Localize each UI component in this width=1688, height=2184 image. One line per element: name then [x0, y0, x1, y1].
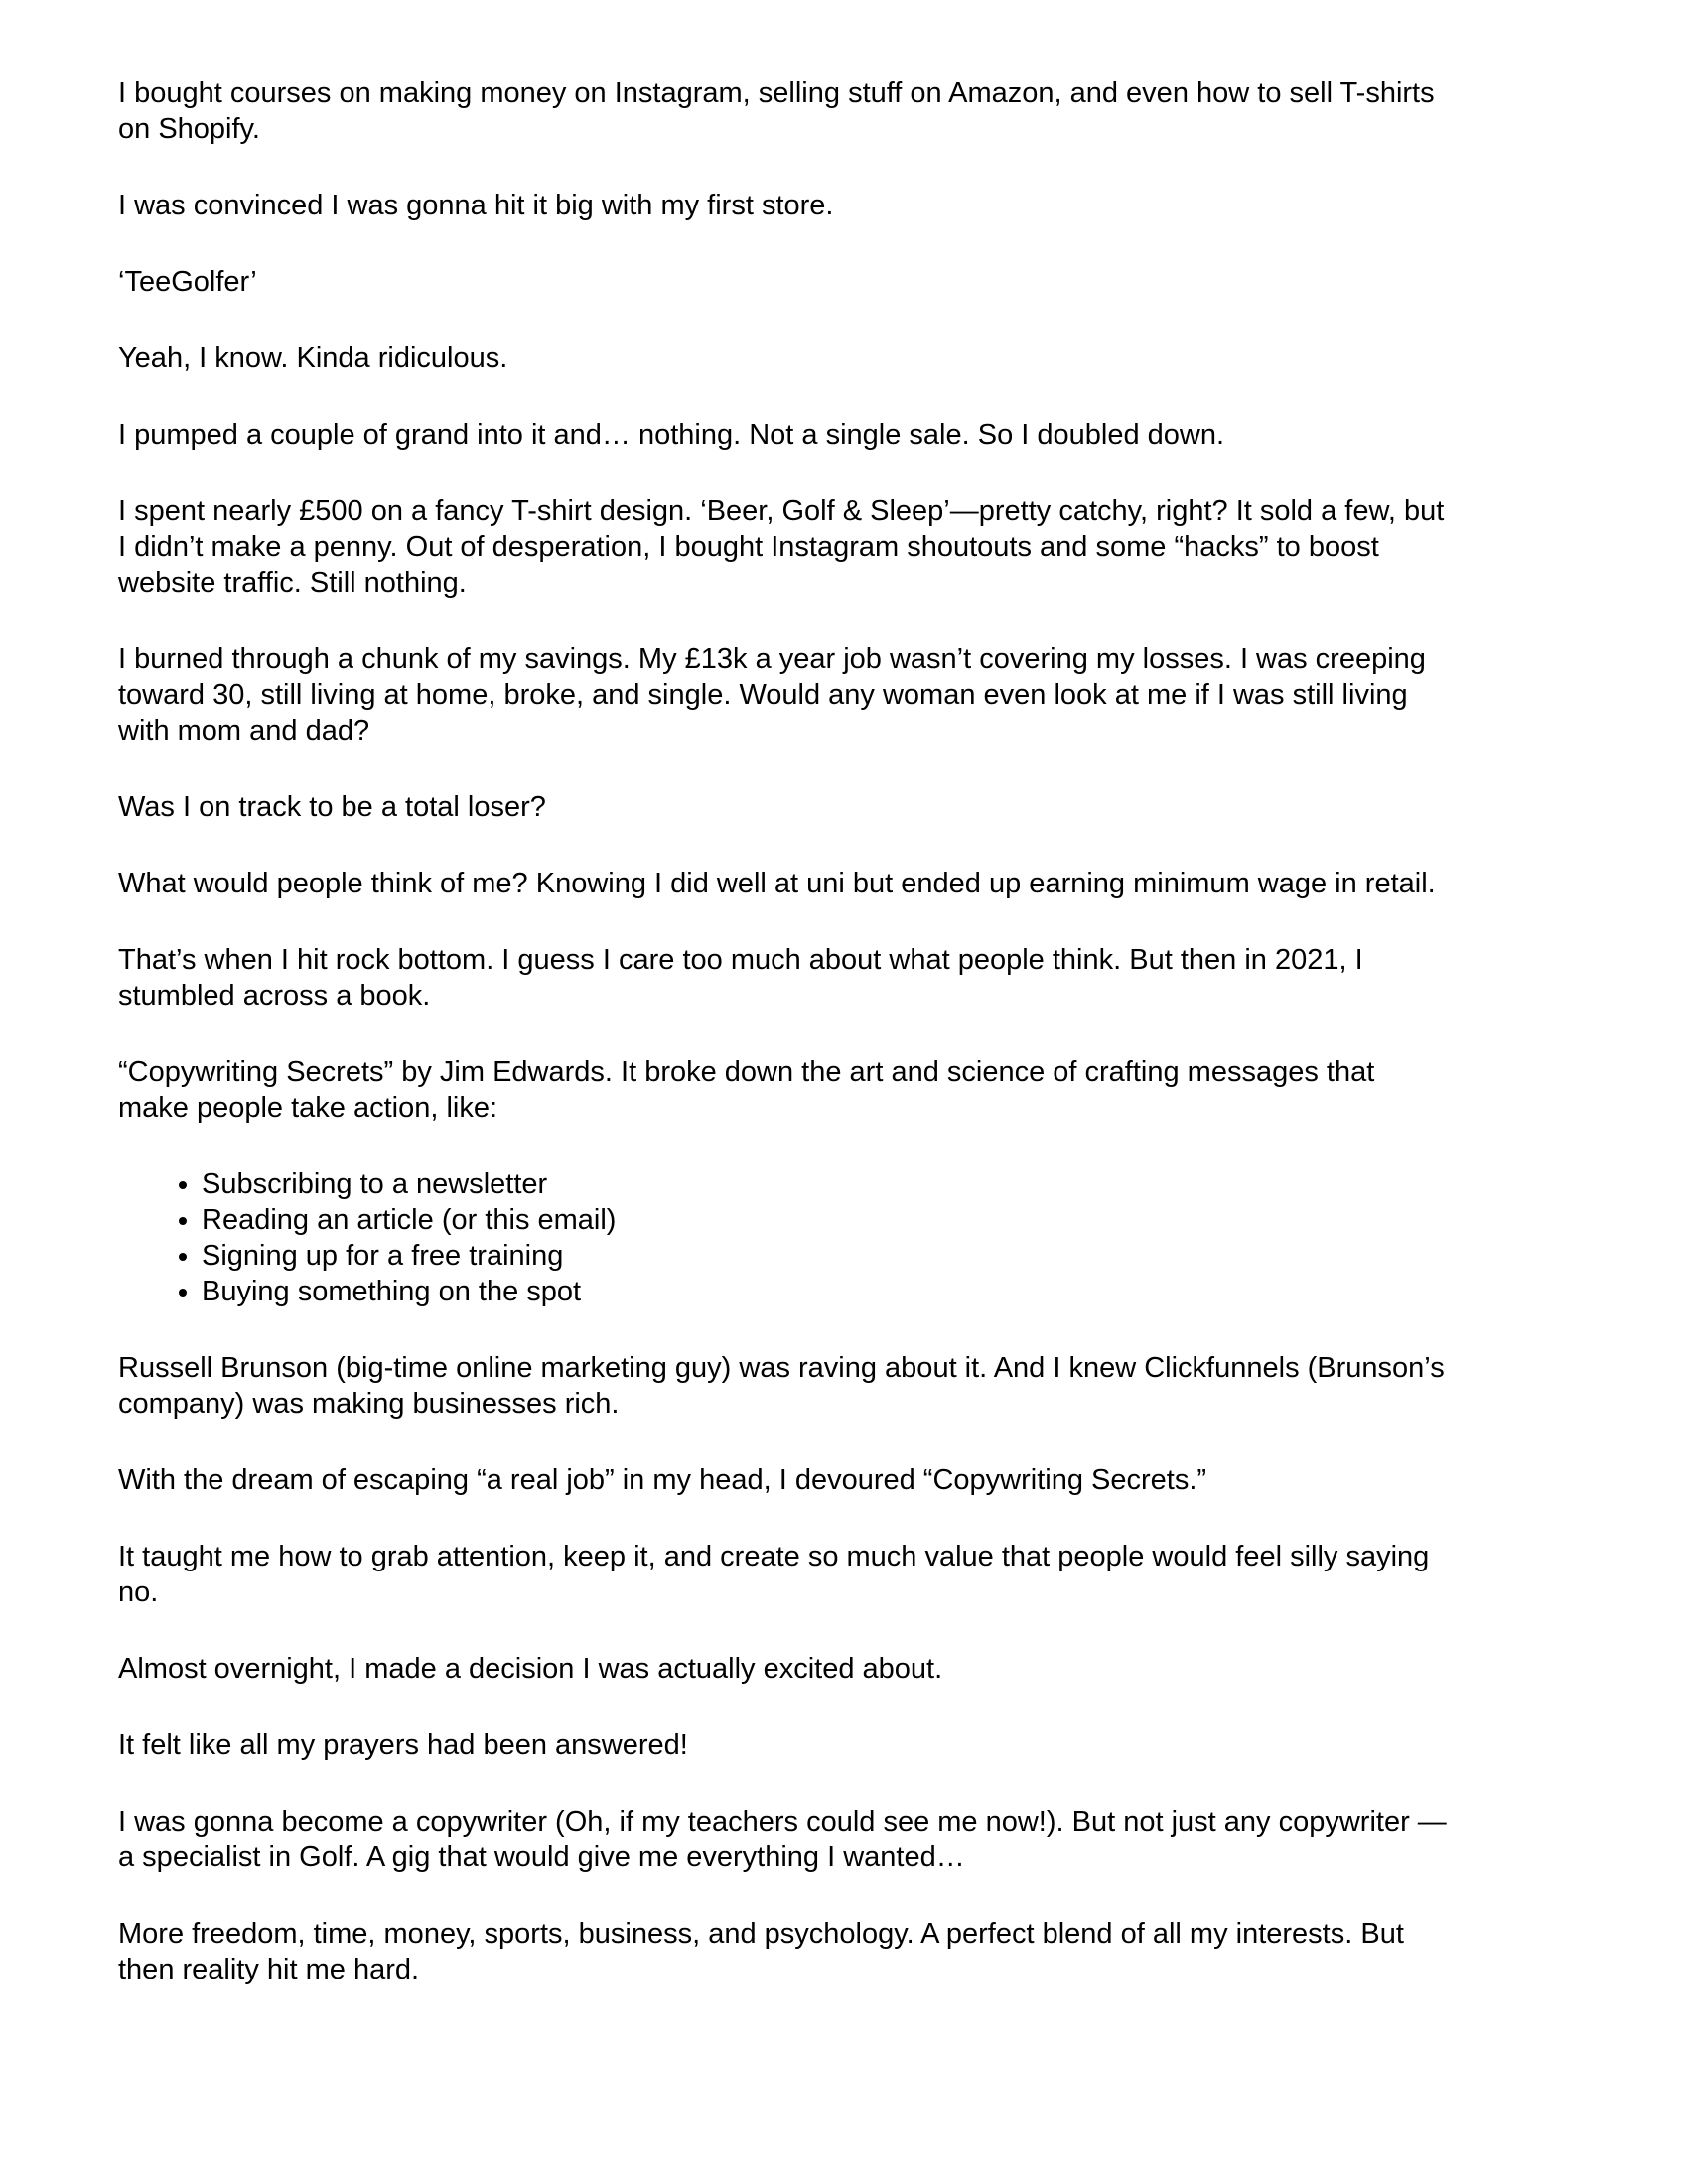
- list-item: • Signing up for a free training: [202, 1238, 1449, 1274]
- paragraph-first-store: I was convinced I was gonna hit it big with my first store.: [118, 190, 834, 221]
- paragraph-savings: I burned through a chunk of my savings. My £13k a year job wasn’t covering my losses. I was creeping toward 30, still living at home, broke, and single. Would any woman even look at me if I was still living with mom and dad?: [118, 643, 1426, 747]
- paragraph-copywriter: I was gonna become a copywriter (Oh, if my teachers could see me now!). But not just any copywriter —a specialist in Golf. A gig that would give me everything I wanted…: [118, 1806, 1447, 1873]
- paragraph-doubled-down: I pumped a couple of grand into it and… nothing. Not a single sale. So I doubled down.: [118, 419, 1225, 451]
- action-list: [118, 1166, 1449, 1309]
- paragraph-people-think: What would people think of me? Knowing I did well at uni but ended up earning minimum wage in retail.: [118, 868, 1436, 899]
- document-page: [118, 0, 1449, 2028]
- paragraph-prayers: It felt like all my prayers had been answered!: [118, 1729, 688, 1761]
- list-item: • Buying something on the spot: [202, 1274, 1449, 1309]
- paragraph-tshirt-design: I spent nearly £500 on a fancy T-shirt design. ‘Beer, Golf & Sleep’—pretty catchy, right? It sold a few, but I didn’t make a penny. Out of desperation, I bought Instagram shoutouts and some “hacks” to boost website traffic. Still nothing.: [118, 495, 1445, 599]
- list-item: • Subscribing to a newsletter: [202, 1166, 1449, 1202]
- paragraph-decision: Almost overnight, I made a decision I was actually excited about.: [118, 1653, 943, 1685]
- paragraph-total-loser: Was I on track to be a total loser?: [118, 791, 546, 823]
- paragraph-reality: More freedom, time, money, sports, business, and psychology. A perfect blend of all my interests. But then reality hit me hard.: [118, 1918, 1404, 1985]
- paragraph-russell-brunson: Russell Brunson (big-time online marketing guy) was raving about it. And I knew Clickfunnels (Brunson’s company) was making businesses rich.: [118, 1352, 1445, 1420]
- list-item: • Reading an article (or this email): [202, 1202, 1449, 1238]
- paragraph-grab-attention: It taught me how to grab attention, keep it, and create so much value that people would feel silly saying no.: [118, 1541, 1430, 1608]
- paragraph-rock-bottom: That’s when I hit rock bottom. I guess I care too much about what people think. But then in 2021, I stumbled across a book.: [118, 944, 1363, 1012]
- paragraph-ridiculous: Yeah, I know. Kinda ridiculous.: [118, 342, 508, 374]
- paragraph-store-name: ‘TeeGolfer’: [118, 266, 257, 298]
- paragraph-courses: I bought courses on making money on Instagram, selling stuff on Amazon, and even how to sell T-shirts on Shopify.: [118, 77, 1435, 145]
- paragraph-copywriting-secrets: “Copywriting Secrets” by Jim Edwards. It broke down the art and science of crafting messages that make people take action, like:: [118, 1056, 1375, 1124]
- paragraph-real-job: With the dream of escaping “a real job” in my head, I devoured “Copywriting Secrets.”: [118, 1464, 1207, 1496]
